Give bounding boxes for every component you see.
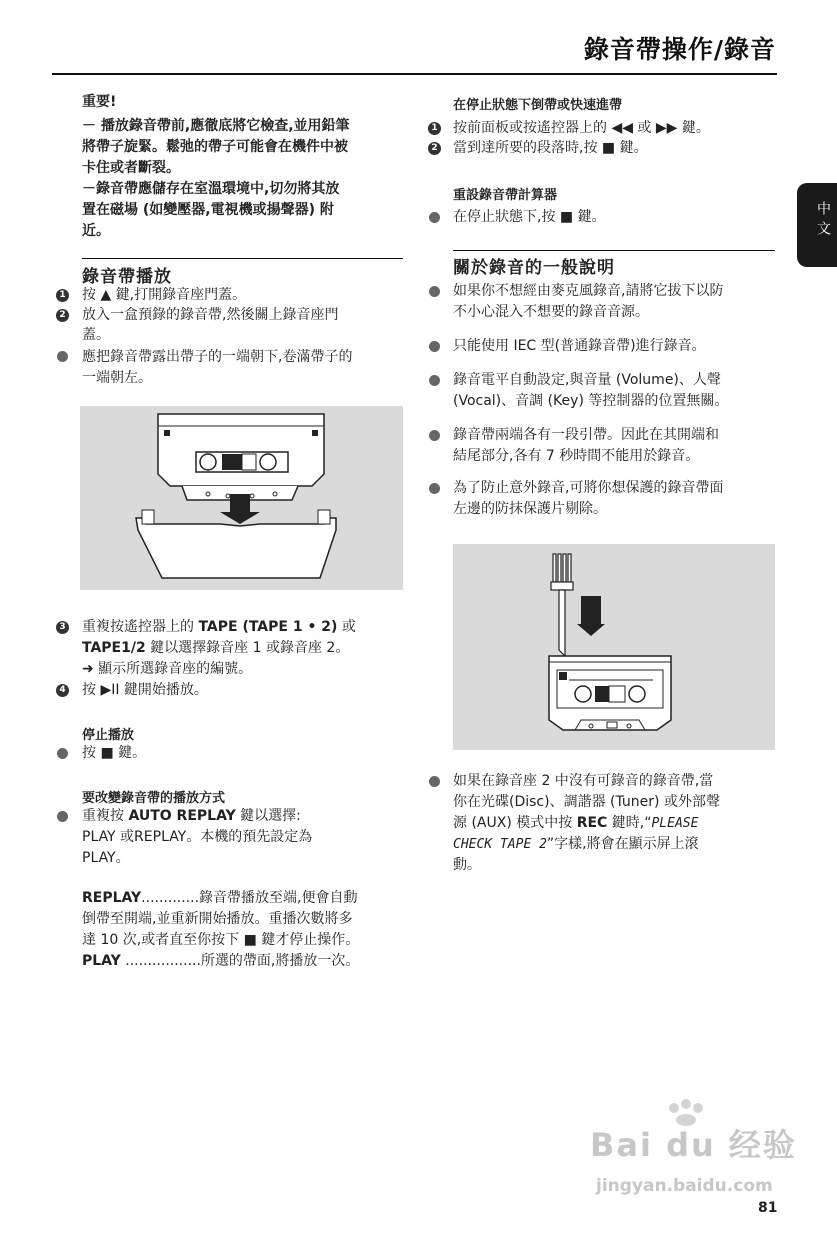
step-text [82,617,356,638]
watermark-brand: Bai du 经验 [590,1126,797,1164]
bullet-dot [57,748,68,759]
bullet-text-part: 鍵以選擇: [235,808,301,824]
language-tab-label: 中文 [815,201,831,241]
bullet-text-part: 重複按 [82,808,129,824]
replay-text: 倒帶至開端,並重新開始播放。重播次數將多 [82,911,353,927]
bullet-text: 按 ■ 鍵。 [82,745,147,761]
rec-key-label: REC [576,815,608,831]
bullet-text: (Vocal)、音調 (Key) 等控制器的位置無關。 [453,393,729,409]
replay-description [82,888,357,909]
step-text: 蓋。 [82,327,110,343]
erase-protection-figure [453,544,775,750]
section-title-general: 關於錄音的一般說明 [453,258,615,278]
section-title-counter: 重設錄音帶計算器 [453,188,558,203]
step-number: 1 [428,122,441,135]
step-text: 當到達所要的段落時,按 ■ 鍵。 [453,140,648,156]
bullet-dot [429,483,440,494]
bullet-text: 你在光碟(Disc)、調諧器 (Tuner) 或外部聲 [453,794,720,810]
tape12-key-label: TAPE1/2 [82,640,146,656]
bullet-text: 動。 [453,857,481,873]
section-rule [82,258,403,259]
bullet-dot [429,375,440,386]
step-text: 放入一盒預錄的錄音帶,然後關上錄音座門 [82,307,339,323]
bullet-dot [429,212,440,223]
bullet-dot [429,430,440,441]
section-title-mode: 要改變錄音帶的播放方式 [82,791,226,806]
step-number: 3 [56,621,69,634]
bullet-dot [429,286,440,297]
replay-text: 達 10 次,或者直至你按下 ■ 鍵才停止操作。 [82,932,360,948]
tape-key-label: TAPE (TAPE 1 • 2) [198,619,338,635]
paw-logo-icon [660,1098,710,1126]
play-text: .................所選的帶面,將播放一次。 [120,953,360,969]
important-line: － 播放錄音帶前,應徹底將它檢查,並用鉛筆 [82,118,350,134]
important-line: 近。 [82,223,110,239]
screwdriver-cassette-illustration [453,544,775,750]
bullet-text-part: 鍵時,“ [607,815,652,831]
bullet-text: PLAY 或REPLAY。本機的預先設定為 [82,829,313,845]
step-number: 1 [56,289,69,302]
step-number: 2 [428,142,441,155]
bullet-text: 為了防止意外錄音,可將你想保護的錄音帶面 [453,480,724,496]
important-line: 卡住或者斷裂。 [82,160,180,176]
display-text: CHECK TAPE 2 [453,837,547,852]
cassette-insert-figure [80,406,403,590]
language-tab [797,183,837,267]
step-text: 按 ▲ 鍵,打開錄音座門蓋。 [82,287,247,303]
bullet-text: 左邊的防抹保護片剔除。 [453,501,607,517]
bullet-text: 錄音帶兩端各有一段引帶。因此在其開端和 [453,427,719,443]
bullet-text [82,806,301,827]
display-text: PLEASE [651,816,699,831]
section-title-rewind: 在停止狀態下倒帶或快速進帶 [453,98,623,113]
play-key-label: PLAY [82,953,121,969]
header-rule [52,73,777,75]
bullet-text: 在停止狀態下,按 ■ 鍵。 [453,209,606,225]
watermark-url: jingyan.baidu.com [596,1176,773,1196]
step-text-part: 重複按遙控器上的 [82,619,199,635]
bullet-text-part: 源 (AUX) 模式中按 [453,815,577,831]
page-title: 錄音帶操作/錄音 [583,35,776,64]
bullet-text: 不小心混入不想要的錄音音源。 [453,304,649,320]
bullet-text: 應把錄音帶露出帶子的一端朝下,卷滿帶子的 [82,349,353,365]
bullet-text: 如果你不想經由麥克風錄音,請將它拔下以防 [453,283,724,299]
step-text-part: 或 [337,619,356,635]
section-title-playback: 錄音帶播放 [82,267,172,287]
bullet-text: 如果在錄音座 2 中沒有可錄音的錄音帶,當 [453,773,714,789]
step-text-part: 鍵以選擇錄音座 1 或錄音座 2。 [145,640,350,656]
bullet-text: PLAY。 [82,850,130,866]
baidu-watermark [590,1120,797,1166]
section-title-stop: 停止播放 [82,728,135,743]
step-text: 按前面板或按遙控器上的 ◀◀ 或 ▶▶ 鍵。 [453,120,710,136]
step-text: 按 ▶II 鍵開始播放。 [82,682,208,698]
important-heading: 重要! [82,94,117,110]
section-rule [453,250,775,251]
replay-key-label: REPLAY [82,890,142,906]
bullet-dot [57,351,68,362]
step-number: 4 [56,684,69,697]
step-number: 2 [56,309,69,322]
bullet-dot [429,776,440,787]
bullet-text: 結尾部分,各有 7 秒時間不能用於錄音。 [453,448,700,464]
page-number: 81 [758,1200,778,1216]
bullet-text: 一端朝左。 [82,370,152,386]
auto-replay-key-label: AUTO REPLAY [128,808,236,824]
important-line: －錄音帶應儲存在室溫環境中,切勿將其放 [82,181,340,197]
important-line: 將帶子旋緊。鬆弛的帶子可能會在機件中被 [82,139,348,155]
replay-text: .............錄音帶播放至端,便會自動 [141,890,358,906]
bullet-dot [429,341,440,352]
cassette-insert-illustration [80,406,403,590]
important-line: 置在磁場 (如變壓器,電視機或揚聲器) 附 [82,202,334,218]
bullet-text-part: ”字樣,將會在顯示屏上滾 [546,836,699,852]
bullet-dot [57,811,68,822]
bullet-text: 錄音電平自動設定,與音量 (Volume)、人聲 [453,372,721,388]
bullet-text [453,813,698,834]
step-text [82,638,349,659]
step-result-text: ➜ 顯示所選錄音座的編號。 [82,661,253,677]
bullet-text: 只能使用 IEC 型(普通錄音帶)進行錄音。 [453,338,706,354]
play-description [82,951,359,972]
bullet-text [453,834,699,855]
